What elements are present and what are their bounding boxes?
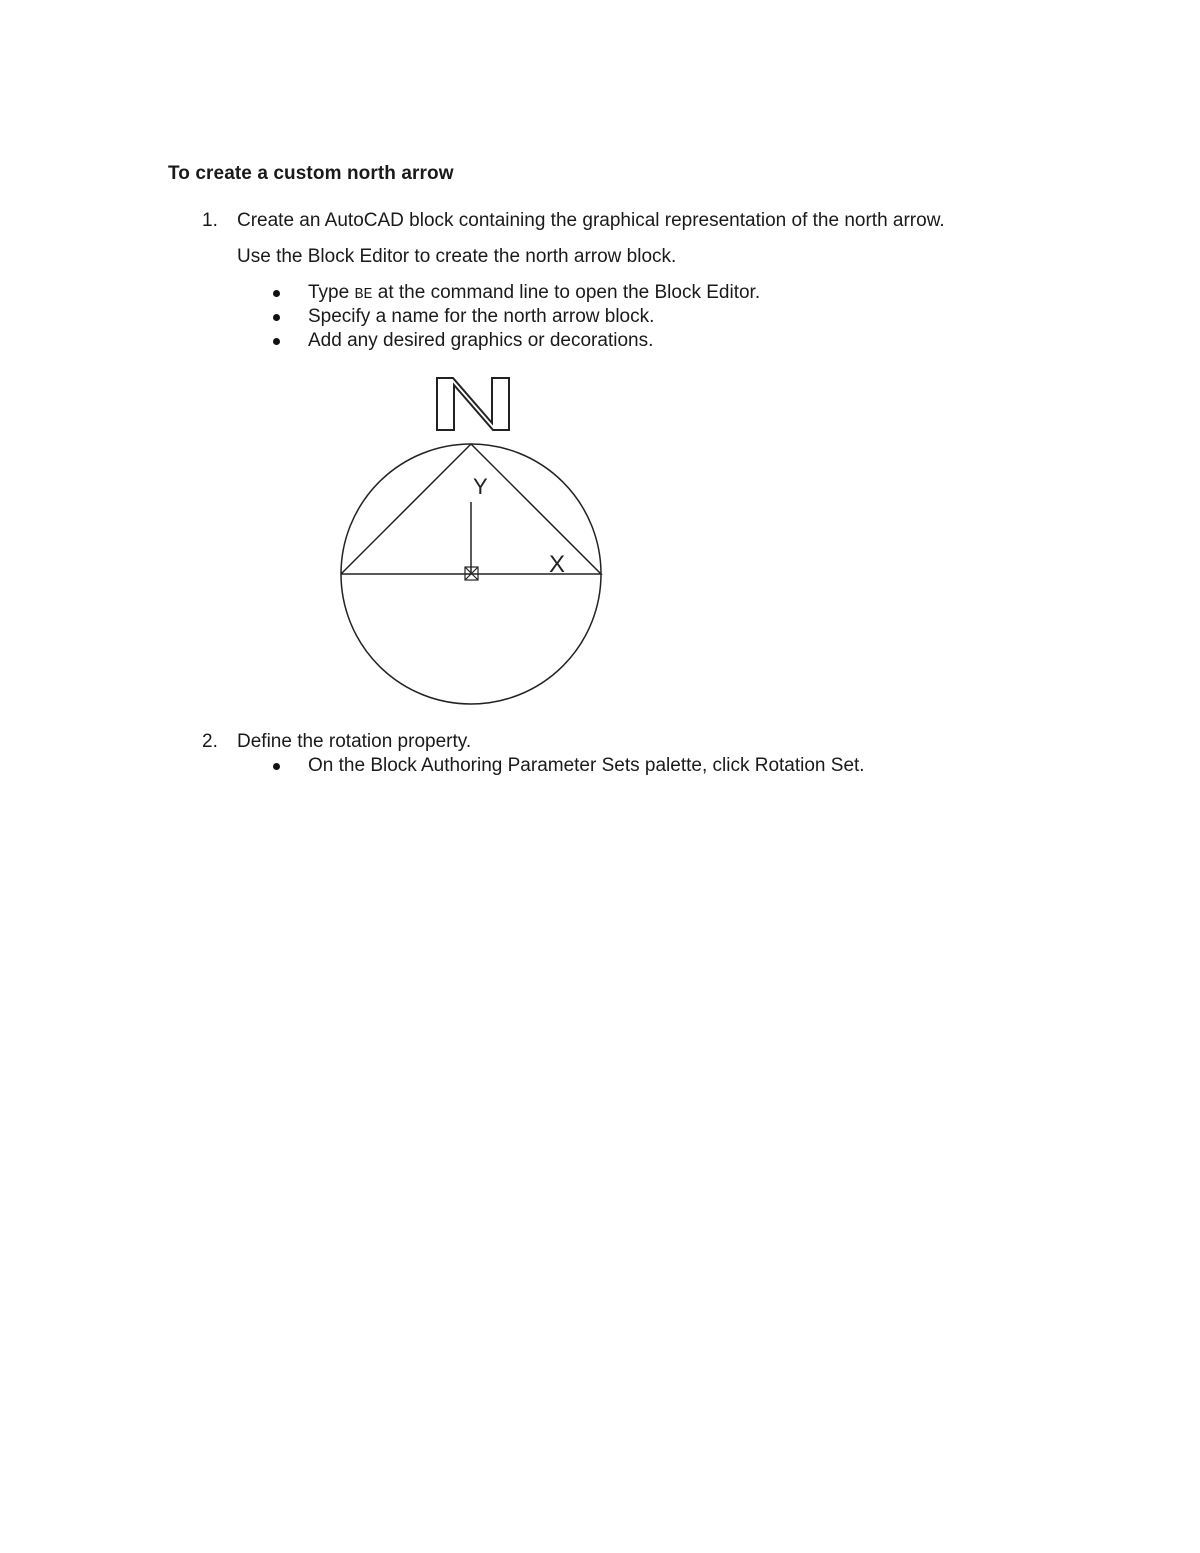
north-letter-outline bbox=[437, 378, 509, 430]
step-2-bullet-1: On the Block Authoring Parameter Sets palette, click Rotation Set. bbox=[308, 755, 865, 776]
y-axis-label: Y bbox=[473, 474, 488, 499]
step-1-note: Use the Block Editor to create the north arrow block. bbox=[237, 246, 677, 267]
bullet-dot bbox=[273, 314, 280, 321]
step-1-bullet-2: Specify a name for the north arrow block. bbox=[308, 306, 655, 327]
step-1-bullet-1 bbox=[308, 282, 760, 304]
bullet-text-pre: Type bbox=[308, 282, 355, 303]
step-2-text: Define the rotation property. bbox=[237, 731, 472, 752]
page-title: To create a custom north arrow bbox=[168, 163, 454, 184]
step-1-text: Create an AutoCAD block containing the graphical representation of the north arrow. bbox=[237, 210, 945, 231]
step-1-bullet-3: Add any desired graphics or decorations. bbox=[308, 330, 654, 351]
x-axis-label: X bbox=[549, 551, 566, 578]
north-label: N bbox=[330, 370, 331, 371]
bullet-dot bbox=[273, 338, 280, 345]
north-arrow-figure bbox=[330, 370, 620, 715]
step-2-number: 2. bbox=[202, 731, 218, 752]
bullet-dot bbox=[273, 763, 280, 770]
step-1-number: 1. bbox=[202, 210, 218, 231]
bullet-dot bbox=[273, 290, 280, 297]
command-code: BE bbox=[354, 286, 373, 303]
bullet-text-post: at the command line to open the Block Editor. bbox=[372, 282, 761, 303]
